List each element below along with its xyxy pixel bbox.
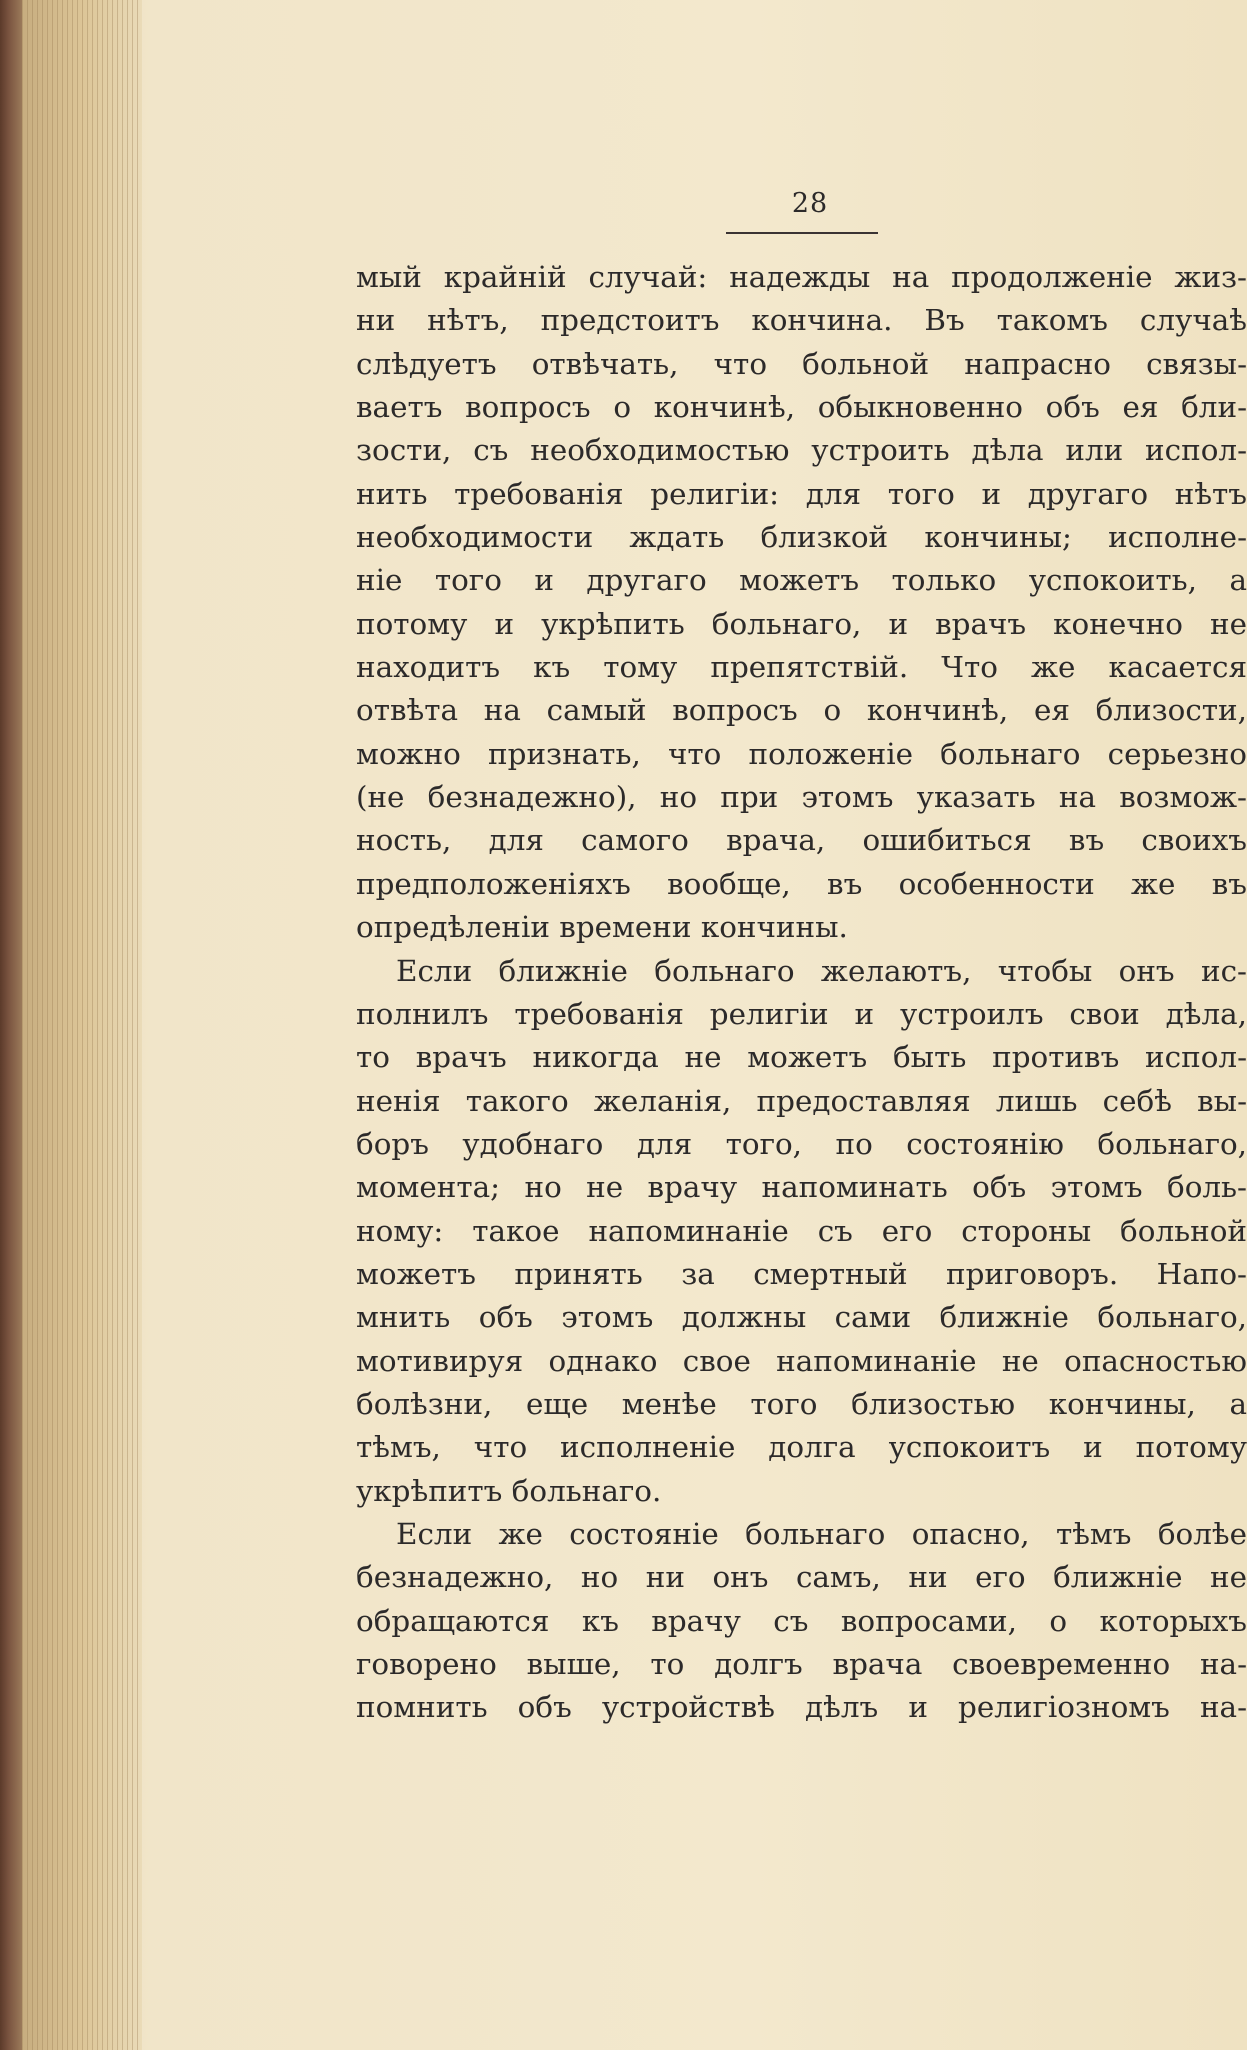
text-line: зости, съ необходимостью устроить дѣла или испол-: [356, 433, 1247, 468]
text-line: боръ удобнаго для того, по состоянію больнаго,: [356, 1126, 1247, 1161]
text-line: ность, для самого врача, ошибиться въ своихъ: [356, 823, 1247, 858]
text-line: мотивируя однако свое напоминаніе не опасностью: [356, 1343, 1247, 1378]
text-line: укрѣпитъ больнаго.: [356, 1473, 662, 1508]
text-line: болѣзни, еще менѣе того близостью кончины, а: [356, 1386, 1247, 1421]
text-line: Если же состояніе больнаго опасно, тѣмъ болѣе: [396, 1516, 1247, 1551]
text-line: (не безнадежно), но при этомъ указать на возмож-: [356, 780, 1247, 815]
body-text: [356, 256, 1247, 1776]
text-line: ніе того и другаго можетъ только успокоить, а: [356, 563, 1247, 598]
text-line: слѣдуетъ отвѣчать, что больной напрасно связы-: [356, 346, 1247, 381]
text-line: предположеніяхъ вообще, въ особенности же въ: [356, 866, 1247, 901]
text-line: можно признать, что положеніе больнаго серьезно: [356, 736, 1247, 771]
text-line: ваетъ вопросъ о кончинѣ, обыкновенно объ ея бли-: [356, 390, 1247, 425]
text-line: ни нѣтъ, предстоитъ кончина. Въ такомъ случаѣ: [356, 303, 1247, 338]
text-line: опредѣленіи времени кончины.: [356, 910, 848, 945]
text-line: обращаются къ врачу съ вопросами, о которыхъ: [356, 1603, 1247, 1638]
text-line: необходимости ждать близкой кончины; исполне-: [356, 520, 1247, 555]
text-line: потому и укрѣпить больнаго, и врачъ конечно не: [356, 606, 1247, 641]
text-line: момента; но не врачу напоминать объ этомъ боль-: [356, 1170, 1247, 1205]
text-line: нить требованія религіи: для того и другаго нѣтъ: [356, 476, 1247, 511]
text-line: отвѣта на самый вопросъ о кончинѣ, ея близости,: [356, 693, 1247, 728]
text-line: безнадежно, но ни онъ самъ, ни его ближніе не: [356, 1560, 1247, 1595]
text-line: мый крайній случай: надежды на продолженіе жиз-: [356, 260, 1247, 294]
text-line: Если ближніе больнаго желаютъ, чтобы онъ ис-: [396, 953, 1247, 988]
text-line: помнить объ устройствѣ дѣлъ и религіозномъ на-: [356, 1690, 1247, 1725]
text-line: полнилъ требованія религіи и устроилъ свои дѣла,: [356, 996, 1247, 1031]
text-line: мнить объ этомъ должны сами ближніе больнаго,: [356, 1300, 1247, 1335]
page-edges: [22, 0, 142, 2050]
text-line: то врачъ никогда не можетъ быть противъ испол-: [356, 1040, 1247, 1075]
page-number-rule: [726, 232, 878, 234]
text-line: ному: такое напоминаніе съ его стороны больной: [356, 1213, 1247, 1248]
book-spine: [0, 0, 22, 2050]
text-line: тѣмъ, что исполненіе долга успокоитъ и потому: [356, 1430, 1247, 1465]
page-number: 28: [791, 188, 829, 219]
text-line: можетъ принять за смертный приговоръ. Напо-: [356, 1256, 1247, 1291]
text-line: ненія такого желанія, предоставляя лишь себѣ вы-: [356, 1083, 1247, 1118]
text-line: говорено выше, то долгъ врача своевременно на-: [356, 1647, 1247, 1681]
text-line: находитъ къ тому препятствій. Что же касается: [356, 650, 1247, 685]
